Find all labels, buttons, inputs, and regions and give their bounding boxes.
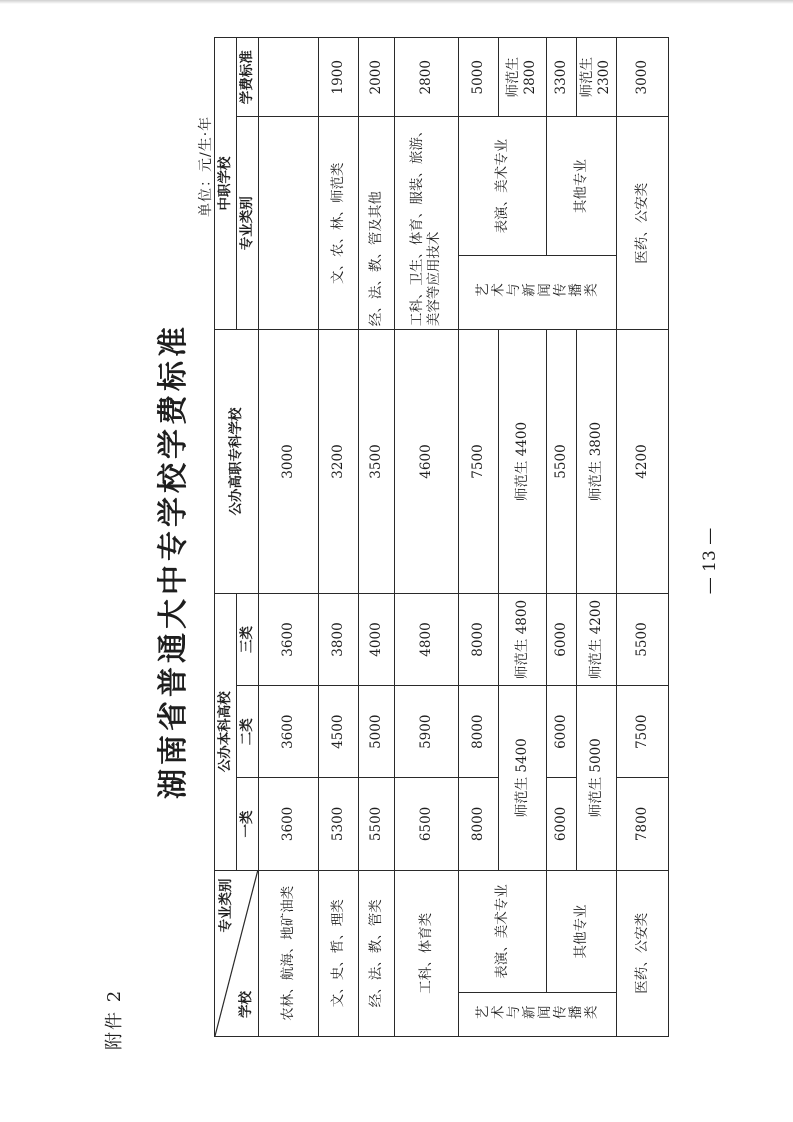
class3-header: 三类 — [236, 593, 258, 685]
arts-group-label: 艺术与新闻传播类 — [458, 993, 616, 1037]
secondary-major-header: 专业类别 — [236, 117, 258, 330]
fee-cell: 6000 — [546, 593, 576, 685]
table-row — [358, 38, 394, 1037]
major-category-header: 专业类别 — [218, 878, 234, 933]
secondary-arts-group: 艺术与新闻传播类 — [458, 255, 616, 329]
normal-fee-cell: 师范生 4400 — [498, 330, 546, 594]
fee-cell: 4000 — [358, 593, 394, 685]
fee-cell: 6000 — [546, 686, 576, 778]
class1-header: 一类 — [236, 778, 258, 870]
row-label: 医药、公安类 — [616, 870, 668, 1036]
secondary-fee-cell: 3000 — [616, 38, 668, 118]
row-label: 经、法、教、管类 — [358, 870, 394, 1036]
fee-cell: 6000 — [546, 778, 576, 870]
secondary-major-cell: 医药、公安类 — [616, 117, 668, 330]
secondary-fee-header: 学费标准 — [236, 38, 258, 118]
attachment-label: 附件 2 — [104, 988, 125, 1050]
vocational-college-header: 公办高职专科学校 — [215, 330, 259, 594]
secondary-major-cell: 工科、卫生、体育、服装、旅游、美容等应用技术 — [394, 117, 458, 330]
fee-cell: 7800 — [616, 778, 668, 870]
fee-cell: 3800 — [318, 593, 358, 685]
fee-cell: 6500 — [394, 778, 458, 870]
secondary-major-cell: 经、法、教、管及其他 — [358, 117, 394, 330]
fee-cell: 8000 — [458, 686, 498, 778]
class2-header: 二类 — [236, 686, 258, 778]
fee-cell: 3000 — [258, 330, 318, 594]
fee-cell: 3600 — [258, 778, 318, 870]
table-row — [458, 38, 498, 1037]
fee-cell: 4800 — [394, 593, 458, 685]
secondary-fee-cell: 3300 — [546, 38, 576, 118]
school-header: 学校 — [237, 991, 254, 1018]
header-row-1 — [215, 38, 237, 1037]
secondary-major-cell — [258, 117, 318, 330]
fee-cell: 3500 — [358, 330, 394, 594]
fee-cell: 4500 — [318, 686, 358, 778]
fee-cell: 3600 — [258, 593, 318, 685]
normal-fee-cell: 师范生 5400 — [498, 686, 546, 870]
tuition-table — [214, 37, 669, 1037]
perf-label: 表演、美术专业 — [458, 870, 546, 993]
fee-cell: 3200 — [318, 330, 358, 594]
fee-cell: 4200 — [616, 330, 668, 594]
fee-cell: 7500 — [616, 686, 668, 778]
table-row — [616, 38, 668, 1037]
normal-fee-cell: 师范生 4200 — [576, 593, 616, 685]
table-row — [546, 38, 576, 1037]
page-number: — 13 — — [700, 527, 720, 595]
secondary-fee-cell — [258, 38, 318, 118]
secondary-fee-cell: 5000 — [458, 38, 498, 118]
fee-cell: 5000 — [358, 686, 394, 778]
table-row — [258, 38, 318, 1037]
normal-fee-cell: 师范生 5000 — [576, 686, 616, 870]
secondary-fee-cell: 2000 — [358, 38, 394, 118]
fee-cell: 4600 — [394, 330, 458, 594]
normal-fee-cell: 师范生 3800 — [576, 330, 616, 594]
secondary-perf-label: 表演、美术专业 — [458, 117, 546, 255]
secondary-fee-cell: 2800 — [394, 38, 458, 118]
fee-cell: 3600 — [258, 686, 318, 778]
fee-cell: 5900 — [394, 686, 458, 778]
secondary-normal-fee: 师范生 2300 — [576, 38, 616, 118]
normal-fee-cell: 师范生 4800 — [498, 593, 546, 685]
fee-cell: 5500 — [546, 330, 576, 594]
fee-cell: 5500 — [616, 593, 668, 685]
table-row — [318, 38, 358, 1037]
secondary-other-label: 其他专业 — [546, 117, 616, 255]
row-label: 农林、航海、地矿油类 — [258, 870, 318, 1036]
diagonal-header-cell — [215, 870, 259, 1036]
fee-cell: 5300 — [318, 778, 358, 870]
other-label: 其他专业 — [546, 870, 616, 993]
undergrad-header: 公办本科高校 — [215, 593, 237, 870]
row-label: 工科、体育类 — [394, 870, 458, 1036]
fee-cell: 8000 — [458, 593, 498, 685]
table-row — [394, 38, 458, 1037]
unit-label: 单位：元/生·年 — [198, 115, 214, 217]
fee-cell: 8000 — [458, 778, 498, 870]
secondary-normal-fee: 师范生 2800 — [498, 38, 546, 118]
secondary-header: 中职学校 — [215, 38, 237, 330]
fee-cell: 7500 — [458, 330, 498, 594]
row-label: 文、史、哲、理类 — [318, 870, 358, 1036]
document-title: 湖南省普通大中专学校学费标准 — [156, 323, 191, 799]
secondary-major-cell: 文、农、林、师范类 — [318, 117, 358, 330]
secondary-fee-cell: 1900 — [318, 38, 358, 118]
fee-cell: 5500 — [358, 778, 394, 870]
